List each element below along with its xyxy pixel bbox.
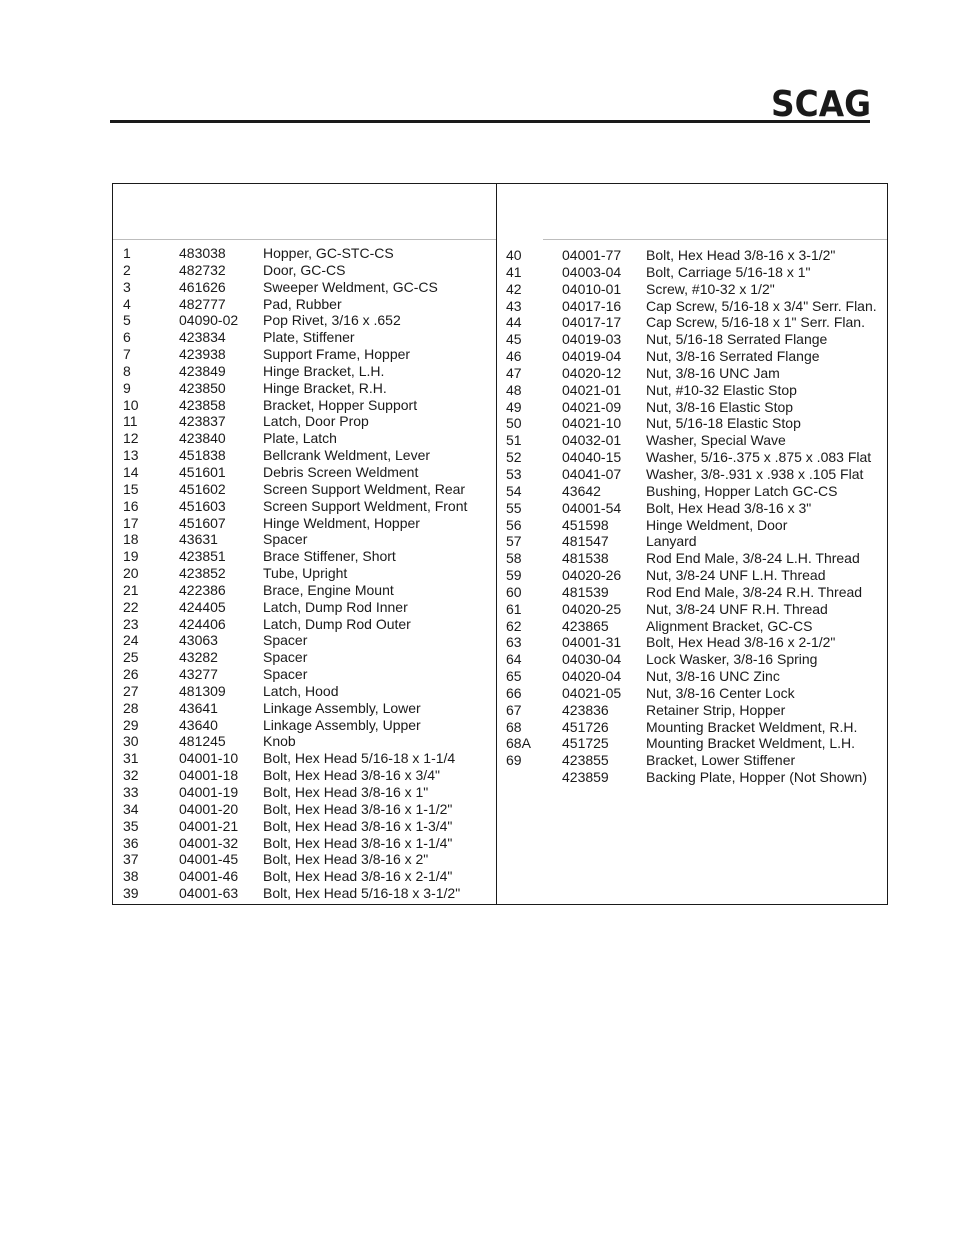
part-number: 481539: [562, 583, 609, 600]
column-divider: [496, 184, 497, 904]
item-number: 26: [123, 666, 139, 683]
part-description: Linkage Assembly, Lower: [263, 699, 421, 716]
part-number: 04001-45: [179, 851, 239, 868]
item-number: 3: [123, 278, 131, 295]
item-number: 4: [123, 295, 131, 312]
part-number: 04001-19: [179, 784, 239, 800]
item-number: 11: [123, 413, 138, 430]
part-number: 04090-02: [179, 312, 239, 329]
item-number: 52: [506, 449, 522, 466]
item-number: 67: [506, 701, 522, 718]
part-description: Rod End Male, 3/8-24 L.H. Thread: [646, 550, 860, 567]
part-number: 04040-15: [562, 449, 622, 466]
part-number: 481547: [562, 533, 609, 550]
part-description: Cap Screw, 5/16-18 x 3/4" Serr. Flan.: [646, 297, 877, 314]
part-number: 04001-46: [179, 868, 239, 885]
part-number: 423859: [562, 769, 609, 786]
part-description: Linkage Assembly, Upper: [263, 716, 421, 733]
part-description: Nut, 3/8-16 Center Lock: [646, 684, 795, 701]
item-number: 10: [123, 396, 139, 413]
part-number: 04020-26: [562, 567, 622, 584]
left-header-rule: [113, 239, 496, 240]
part-description: Spacer: [263, 649, 308, 666]
item-number: 25: [123, 649, 139, 666]
part-description: Bracket, Hopper Support: [263, 396, 418, 413]
part-number: 423851: [179, 548, 226, 565]
part-number: 43063: [179, 632, 218, 649]
part-description: Door, GC-CS: [263, 261, 346, 278]
item-number: 37: [123, 851, 139, 868]
part-description: Sweeper Weldment, GC-CS: [263, 278, 438, 295]
item-number: 65: [506, 668, 522, 685]
part-description: Lanyard: [646, 533, 697, 550]
part-description: Mounting Bracket Weldment, L.H.: [646, 735, 856, 752]
part-number: 43277: [179, 666, 218, 683]
item-number: 16: [123, 497, 139, 514]
scag-logo-text: SCAG: [771, 86, 871, 120]
item-number: 13: [123, 447, 139, 464]
item-number: 38: [123, 868, 139, 885]
part-description: Hopper, GC-STC-CS: [263, 245, 394, 261]
part-description: Nut, 3/8-24 UNF L.H. Thread: [646, 567, 826, 584]
part-description: Bolt, Hex Head 5/16-18 x 1-1/4: [263, 750, 456, 767]
part-number: 423849: [179, 362, 226, 379]
item-number: 60: [506, 583, 522, 600]
scag-logo: [770, 86, 872, 120]
part-number: 424406: [179, 615, 226, 632]
item-number: 49: [506, 398, 522, 415]
part-description: Plate, Stiffener: [263, 329, 355, 346]
part-description: Debris Screen Weldment: [263, 463, 419, 480]
item-number: 31: [123, 750, 139, 767]
part-number: 04020-25: [562, 600, 622, 617]
part-description: Lock Wasker, 3/8-16 Spring: [646, 651, 818, 668]
part-number: 423837: [179, 413, 226, 430]
item-number: 50: [506, 415, 522, 432]
item-number: 27: [123, 682, 139, 699]
part-number: 451603: [179, 497, 226, 514]
part-number: 43640: [179, 716, 218, 733]
part-description: Knob: [263, 733, 296, 750]
part-number: 04001-10: [179, 750, 239, 767]
part-description: Bolt, Hex Head 3/8-16 x 3/4": [263, 767, 440, 784]
part-description: Bolt, Hex Head 3/8-16 x 2-1/2": [646, 634, 836, 651]
part-description: Cap Screw, 5/16-18 x 1" Serr. Flan.: [646, 314, 865, 331]
part-description: Bolt, Hex Head 3/8-16 x 1": [263, 784, 429, 800]
item-number: 48: [506, 381, 522, 398]
part-number: 04019-03: [562, 331, 622, 348]
item-number: 69: [506, 752, 522, 769]
part-number: 423834: [179, 329, 226, 346]
item-number: 6: [123, 329, 131, 346]
item-number: 58: [506, 550, 522, 567]
part-number: 04001-20: [179, 800, 239, 817]
part-number: 04019-04: [562, 348, 622, 365]
item-number: 44: [506, 314, 522, 331]
item-number: 24: [123, 632, 139, 649]
part-description: Pad, Rubber: [263, 295, 342, 312]
part-description: Screw, #10-32 x 1/2": [646, 280, 775, 297]
part-description: Tube, Upright: [263, 565, 348, 582]
part-number: 451725: [562, 735, 609, 752]
part-description: Latch, Hood: [263, 682, 339, 699]
part-number: 423840: [179, 430, 226, 447]
item-number: 41: [506, 263, 522, 280]
part-number: 04021-09: [562, 398, 622, 415]
part-description: Spacer: [263, 632, 308, 649]
part-number: 43631: [179, 531, 218, 548]
item-number: 39: [123, 885, 139, 902]
part-number: 423865: [562, 617, 609, 634]
item-number: 23: [123, 615, 139, 632]
part-description: Plate, Latch: [263, 430, 337, 447]
part-number: 04020-04: [562, 668, 622, 685]
part-number: 422386: [179, 581, 226, 598]
item-number: 1: [123, 245, 131, 261]
part-number: 481309: [179, 682, 226, 699]
part-number: 04021-05: [562, 684, 622, 701]
part-description: Nut, 3/8-16 Serrated Flange: [646, 348, 820, 365]
part-number: 424405: [179, 598, 226, 615]
part-number: 423938: [179, 346, 226, 363]
part-description: Screen Support Weldment, Rear: [263, 480, 466, 497]
item-number: 34: [123, 800, 139, 817]
part-description: Bellcrank Weldment, Lever: [263, 447, 431, 464]
part-description: Nut, 3/8-24 UNF R.H. Thread: [646, 600, 828, 617]
item-number: 29: [123, 716, 139, 733]
item-number: 35: [123, 817, 139, 834]
item-number: 61: [506, 600, 522, 617]
part-number: 04017-17: [562, 314, 622, 331]
item-number: 33: [123, 784, 139, 800]
part-number: 04041-07: [562, 465, 622, 482]
item-number: 68: [506, 718, 522, 735]
item-number: 20: [123, 565, 139, 582]
part-number: 04021-10: [562, 415, 622, 432]
item-number: 12: [123, 430, 139, 447]
part-number: 423855: [562, 752, 609, 769]
part-description: Bolt, Carriage 5/16-18 x 1": [646, 263, 811, 280]
part-description: Hinge Weldment, Door: [646, 516, 788, 533]
part-number: 451838: [179, 447, 226, 464]
part-number: 423836: [562, 701, 609, 718]
item-number: 46: [506, 348, 522, 365]
item-number: 68A: [506, 735, 531, 752]
item-number: 22: [123, 598, 139, 615]
part-description: Mounting Bracket Weldment, R.H.: [646, 718, 858, 735]
part-description: Nut, 3/8-16 UNC Jam: [646, 364, 780, 381]
part-description: Bushing, Hopper Latch GC-CS: [646, 482, 838, 499]
item-number: 36: [123, 834, 139, 851]
part-number: 481538: [562, 550, 609, 567]
item-number: 57: [506, 533, 522, 550]
part-number: 451602: [179, 480, 226, 497]
part-description: Hinge Weldment, Hopper: [263, 514, 420, 531]
part-description: Washer, 3/8-.931 x .938 x .105 Flat: [646, 465, 864, 482]
item-number: 28: [123, 699, 139, 716]
part-number: 451601: [179, 463, 226, 480]
item-number: 5: [123, 312, 131, 329]
part-description: Bracket, Lower Stiffener: [646, 752, 796, 769]
part-number: 43282: [179, 649, 218, 666]
part-description: Bolt, Hex Head 3/8-16 x 3-1/2": [646, 247, 836, 263]
part-description: Nut, 5/16-18 Serrated Flange: [646, 331, 828, 348]
part-number: 04001-32: [179, 834, 239, 851]
part-description: Bolt, Hex Head 3/8-16 x 1-3/4": [263, 817, 453, 834]
item-number: 47: [506, 364, 522, 381]
item-number: 15: [123, 480, 139, 497]
part-number: 04030-04: [562, 651, 622, 668]
part-description: Spacer: [263, 666, 308, 683]
part-description: Nut, 3/8-16 Elastic Stop: [646, 398, 794, 415]
part-number: 04032-01: [562, 432, 622, 449]
part-number: 483038: [179, 245, 226, 261]
part-description: Bolt, Hex Head 3/8-16 x 3": [646, 499, 812, 516]
part-description: Spacer: [263, 531, 308, 548]
item-number: 53: [506, 465, 522, 482]
part-number: 451607: [179, 514, 226, 531]
part-description: Latch, Door Prop: [263, 413, 369, 430]
part-description: Pop Rivet, 3/16 x .652: [263, 312, 401, 329]
part-number: 04003-04: [562, 263, 622, 280]
item-number: 64: [506, 651, 522, 668]
part-description: Bolt, Hex Head 3/8-16 x 2": [263, 851, 429, 868]
part-number: 423852: [179, 565, 226, 582]
item-number: 9: [123, 379, 131, 396]
part-description: Bolt, Hex Head 3/8-16 x 1-1/4": [263, 834, 453, 851]
part-number: 04001-63: [179, 885, 239, 902]
part-number: 04001-21: [179, 817, 239, 834]
item-number: 42: [506, 280, 522, 297]
part-description: Nut, #10-32 Elastic Stop: [646, 381, 797, 398]
part-number: 43642: [562, 482, 601, 499]
part-description: Backing Plate, Hopper (Not Shown): [646, 769, 867, 786]
part-description: Hinge Bracket, L.H.: [263, 362, 385, 379]
part-number: 451598: [562, 516, 609, 533]
item-number: 8: [123, 362, 131, 379]
part-number: 423850: [179, 379, 226, 396]
part-description: Washer, 5/16-.375 x .875 x .083 Flat: [646, 449, 872, 466]
item-number: 2: [123, 261, 131, 278]
item-number: 19: [123, 548, 139, 565]
item-number: 40: [506, 247, 522, 263]
part-number: 451726: [562, 718, 609, 735]
part-description: Bolt, Hex Head 5/16-18 x 3-1/2": [263, 885, 461, 902]
part-number: 04001-18: [179, 767, 239, 784]
item-number: 66: [506, 684, 522, 701]
item-number: 54: [506, 482, 522, 499]
item-number: 59: [506, 567, 522, 584]
part-number: 04017-16: [562, 297, 622, 314]
part-description: Washer, Special Wave: [646, 432, 786, 449]
item-number: 18: [123, 531, 139, 548]
part-number: 04001-77: [562, 247, 622, 263]
item-number: 63: [506, 634, 522, 651]
part-number: 423858: [179, 396, 226, 413]
header-rule: [110, 120, 870, 123]
part-number: 43641: [179, 699, 218, 716]
part-description: Bolt, Hex Head 3/8-16 x 2-1/4": [263, 868, 453, 885]
part-description: Bolt, Hex Head 3/8-16 x 1-1/2": [263, 800, 453, 817]
item-number: 55: [506, 499, 522, 516]
part-description: Alignment Bracket, GC-CS: [646, 617, 813, 634]
part-number: 482777: [179, 295, 226, 312]
item-number: 7: [123, 346, 131, 363]
part-description: Nut, 5/16-18 Elastic Stop: [646, 415, 801, 432]
item-number: 32: [123, 767, 139, 784]
part-description: Support Frame, Hopper: [263, 346, 411, 363]
part-description: Rod End Male, 3/8-24 R.H. Thread: [646, 583, 863, 600]
parts-list-table: [112, 183, 888, 905]
part-description: Nut, 3/8-16 UNC Zinc: [646, 668, 780, 685]
item-number: 51: [506, 432, 522, 449]
item-number: 30: [123, 733, 139, 750]
part-description: Screen Support Weldment, Front: [263, 497, 468, 514]
part-description: Hinge Bracket, R.H.: [263, 379, 387, 396]
item-number: 21: [123, 581, 139, 598]
part-number: 04021-01: [562, 381, 622, 398]
part-description: Brace, Engine Mount: [263, 581, 394, 598]
part-number: 04001-31: [562, 634, 622, 651]
right-header-rule: [543, 239, 887, 240]
part-description: Brace Stiffener, Short: [263, 548, 396, 565]
part-number: 481245: [179, 733, 226, 750]
part-number: 482732: [179, 261, 226, 278]
part-description: Latch, Dump Rod Inner: [263, 598, 408, 615]
item-number: 17: [123, 514, 139, 531]
part-number: 04001-54: [562, 499, 622, 516]
part-number: 04010-01: [562, 280, 622, 297]
item-number: 45: [506, 331, 522, 348]
part-number: 04020-12: [562, 364, 622, 381]
part-description: Latch, Dump Rod Outer: [263, 615, 411, 632]
item-number: 43: [506, 297, 522, 314]
item-number: 62: [506, 617, 522, 634]
part-number: 461626: [179, 278, 226, 295]
item-number: 14: [123, 463, 139, 480]
item-number: 56: [506, 516, 522, 533]
part-description: Retainer Strip, Hopper: [646, 701, 786, 718]
